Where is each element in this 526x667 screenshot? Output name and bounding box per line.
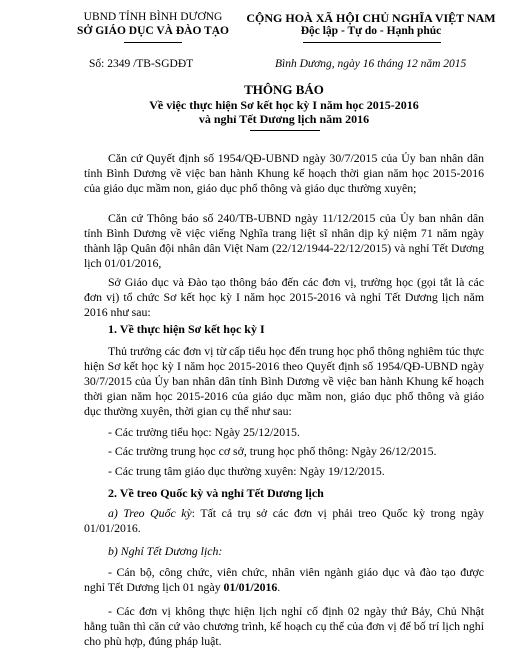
motto-underline [303, 42, 441, 43]
nation-name: CỘNG HOÀ XÃ HỘI CHỦ NGHĨA VIỆT NAM [246, 11, 496, 25]
notice-subtitle-1: Về việc thực hiện Sơ kết học kỳ I năm học 2015-2016 [149, 98, 419, 112]
document-number: Số: 2349 /TB-SGDĐT [89, 58, 194, 70]
paragraph-intro [84, 275, 484, 320]
list-item-primary: - Các trường tiểu học: Ngày 25/12/2015. [108, 425, 300, 439]
paragraph-section-1-text: Thủ trưởng các đơn vị từ cấp tiểu học đến trung học phổ thông nghiêm túc thực hiện Sơ kết học kỳ I năm học 2015-2016 theo Quyết định số 1954/QĐ-UBND ngày 30/7/2015 của Ủy ban nhân dân tỉnh Bình Dương về việc ban hành Khung kế hoạch thời gian năm học 2015-2016 của giáo dục mầm non, giáo dục phổ thông và giáo dục thường xuyên, thời gian cụ thể như sau: [84, 344, 484, 418]
paragraph-flag [84, 506, 484, 536]
holiday-staff-text: - Cán bộ, công chức, viên chức, nhân viên ngành giáo dục và đào tạo được nghỉ Tết Dương lịch 01 ngày [84, 565, 484, 594]
org-name: UBND TỈNH BÌNH DƯƠNG [83, 11, 223, 23]
flag-text: : Tất cả trụ sở các đơn vị phải treo Quốc kỳ trong ngày 01/01/2016. [84, 506, 484, 535]
paragraph-intro-text: Sở Giáo dục và Đào tạo thông báo đến các đơn vị, trường học (gọi tắt là các đơn vị) tổ chức Sơ kết học kỳ I năm học 2015-2016 và nghỉ Tết Dương lịch năm 2016 như sau: [84, 275, 484, 319]
list-item-continuing-ed: - Các trung tâm giáo dục thường xuyên: Ngày 19/12/2015. [108, 464, 385, 478]
paragraph-holiday-staff [84, 565, 484, 595]
flag-label: a) Treo Quốc kỳ [108, 506, 192, 520]
motto: Độc lập - Tự do - Hạnh phúc [300, 25, 442, 37]
notice-title: THÔNG BÁO [244, 82, 324, 97]
holiday-date: 01/01/2016 [223, 580, 278, 594]
dept-underline [124, 42, 182, 43]
holiday-staff-end: . [277, 580, 281, 594]
dept-name: SỞ GIÁO DỤC VÀ ĐÀO TẠO [77, 25, 229, 37]
place-date: Bình Dương, ngày 16 tháng 12 năm 2015 [275, 58, 467, 70]
paragraph-basis-2 [84, 211, 484, 271]
paragraph-holiday-units [84, 604, 484, 649]
title-underline [250, 130, 320, 131]
holiday-label: b) Nghỉ Tết Dương lịch: [108, 544, 223, 558]
list-item-secondary: - Các trường trung học cơ sở, trung học phổ thông: Ngày 26/12/2015. [108, 444, 437, 458]
notice-subtitle-2: và nghỉ Tết Dương lịch năm 2016 [198, 112, 370, 126]
section-1-heading: 1. Về thực hiện Sơ kết học kỳ I [108, 322, 265, 336]
paragraph-basis-1 [84, 151, 484, 196]
paragraph-basis-2-text: Căn cứ Thông báo số 240/TB-UBND ngày 11/12/2015 của Ủy ban nhân dân tỉnh Bình Dương về việc viếng Nghĩa trang liệt sĩ nhân dịp kỷ niệm 71 năm ngày thành lập Quân đội nhân dân Việt Nam (22/12/1944-22/12/2015) và nghỉ Tết Dương lịch 01/01/2016, [84, 211, 484, 270]
section-2-heading: 2. Về treo Quốc kỳ và nghỉ Tết Dương lịch [108, 486, 324, 500]
paragraph-basis-1-text: Căn cứ Quyết định số 1954/QĐ-UBND ngày 30/7/2015 của Ủy ban nhân dân tỉnh Bình Dương về việc ban hành Khung kế hoạch thời gian năm học 2015-2016 của giáo dục mầm non, giáo dục phổ thông và giáo dục thường xuyên; [84, 151, 484, 195]
holiday-units-text: - Các đơn vị không thực hiện lịch nghỉ cố định 02 ngày thứ Bảy, Chủ Nhật hằng tuần thì căn cứ vào chương trình, kế hoạch cụ thể của đơn vị để bố trí lịch nghỉ cho phù hợp, đúng pháp luật. [84, 604, 484, 648]
paragraph-section-1 [84, 344, 484, 419]
